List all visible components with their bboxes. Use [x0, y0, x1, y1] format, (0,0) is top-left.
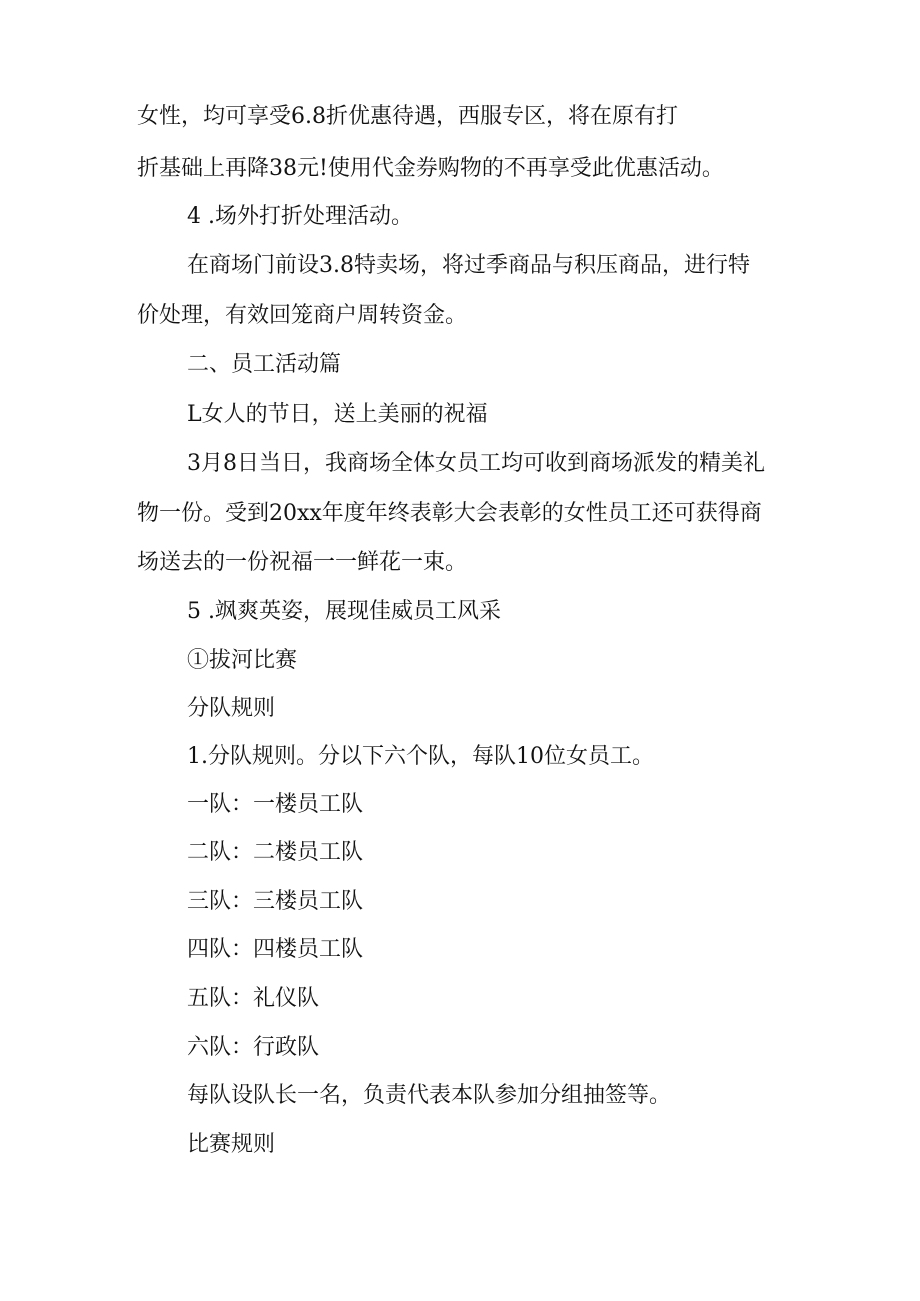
- team-list-item: 三队：三楼员工队: [187, 889, 364, 914]
- item-heading: 分队规则: [187, 696, 276, 721]
- subsection-heading: L女人的节日，送上美丽的祝福: [187, 402, 488, 427]
- paragraph-line: 在商场门前设3.8特卖场，将过季商品与积压商品，进行特: [187, 253, 750, 278]
- section-heading: 4 .场外打折处理活动。: [187, 204, 413, 229]
- team-list-item: 五队：礼仪队: [187, 986, 320, 1011]
- team-list-item: 一队：一楼员工队: [187, 792, 364, 817]
- team-list-item: 二队：二楼员工队: [187, 840, 364, 865]
- paragraph-line: 3月8日当日，我商场全体女员工均可收到商场派发的精美礼: [187, 451, 765, 476]
- paragraph-line: 女性，均可享受6.8折优惠待遇，西服专区，将在原有打: [137, 104, 678, 129]
- team-list-item: 六队：行政队: [187, 1035, 320, 1060]
- paragraph-line: 价处理，有效回笼商户周转资金。: [137, 303, 468, 328]
- subsection-heading: 5 .飒爽英姿，展现佳威员工风采: [187, 599, 501, 624]
- item-heading: ①拔河比赛: [187, 648, 298, 673]
- paragraph-line: 1.分队规则。分以下六个队，每队10位女员工。: [187, 744, 654, 769]
- paragraph-line: 物一份。受到20xx年度年终表彰大会表彰的女性员工还可获得商: [137, 501, 762, 526]
- paragraph-line: 折基础上再降38元!使用代金券购物的不再享受此优惠活动。: [137, 156, 724, 181]
- paragraph-line: 场送去的一份祝福一一鲜花一束。: [137, 550, 468, 575]
- section-heading: 二、员工活动篇: [187, 352, 342, 377]
- item-heading: 比赛规则: [187, 1132, 276, 1157]
- team-list-item: 四队：四楼员工队: [187, 937, 364, 962]
- paragraph-line: 每队设队长一名，负责代表本队参加分组抽签等。: [187, 1083, 672, 1108]
